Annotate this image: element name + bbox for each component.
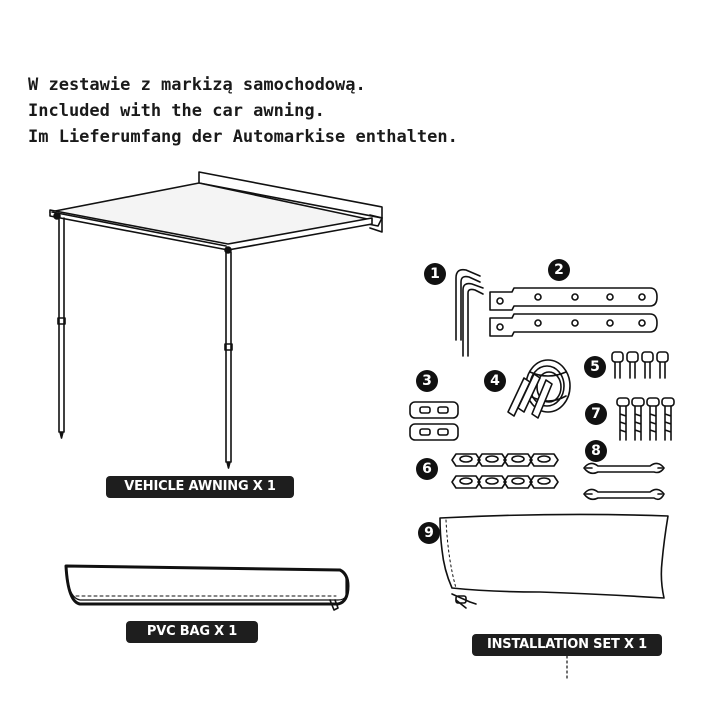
rubber-pads-illustration bbox=[410, 402, 458, 440]
pvc-bag-illustration bbox=[66, 566, 348, 610]
header-line-de: Im Lieferumfang der Automarkise enthalten. bbox=[28, 127, 458, 147]
short-bolts-illustration bbox=[612, 352, 668, 378]
vehicle-awning-label: VEHICLE AWNING X 1 bbox=[106, 476, 294, 498]
long-bolts-illustration bbox=[617, 398, 674, 440]
hex-keys-illustration bbox=[456, 270, 483, 356]
rope-pegs-illustration bbox=[508, 360, 570, 418]
part-number-8: 8 bbox=[585, 440, 607, 462]
header-line-pl: W zestawie z markizą samochodową. bbox=[28, 75, 366, 95]
vehicle-awning-illustration bbox=[50, 172, 382, 468]
part-number-5: 5 bbox=[584, 356, 606, 378]
part-number-3: 3 bbox=[416, 370, 438, 392]
pvc-bag-label: PVC BAG X 1 bbox=[126, 621, 258, 643]
part-number-2: 2 bbox=[548, 259, 570, 281]
part-number-7: 7 bbox=[585, 403, 607, 425]
part-number-1: 1 bbox=[424, 263, 446, 285]
drawstring-bag-illustration bbox=[440, 514, 668, 608]
part-number-9: 9 bbox=[418, 522, 440, 544]
wrenches-illustration bbox=[584, 463, 664, 499]
brackets-illustration bbox=[490, 288, 657, 336]
installation-set-label: INSTALLATION SET X 1 bbox=[472, 634, 662, 656]
part-number-4: 4 bbox=[484, 370, 506, 392]
header-line-en: Included with the car awning. bbox=[28, 101, 325, 121]
nuts-illustration bbox=[452, 454, 558, 488]
part-number-6: 6 bbox=[416, 458, 438, 480]
